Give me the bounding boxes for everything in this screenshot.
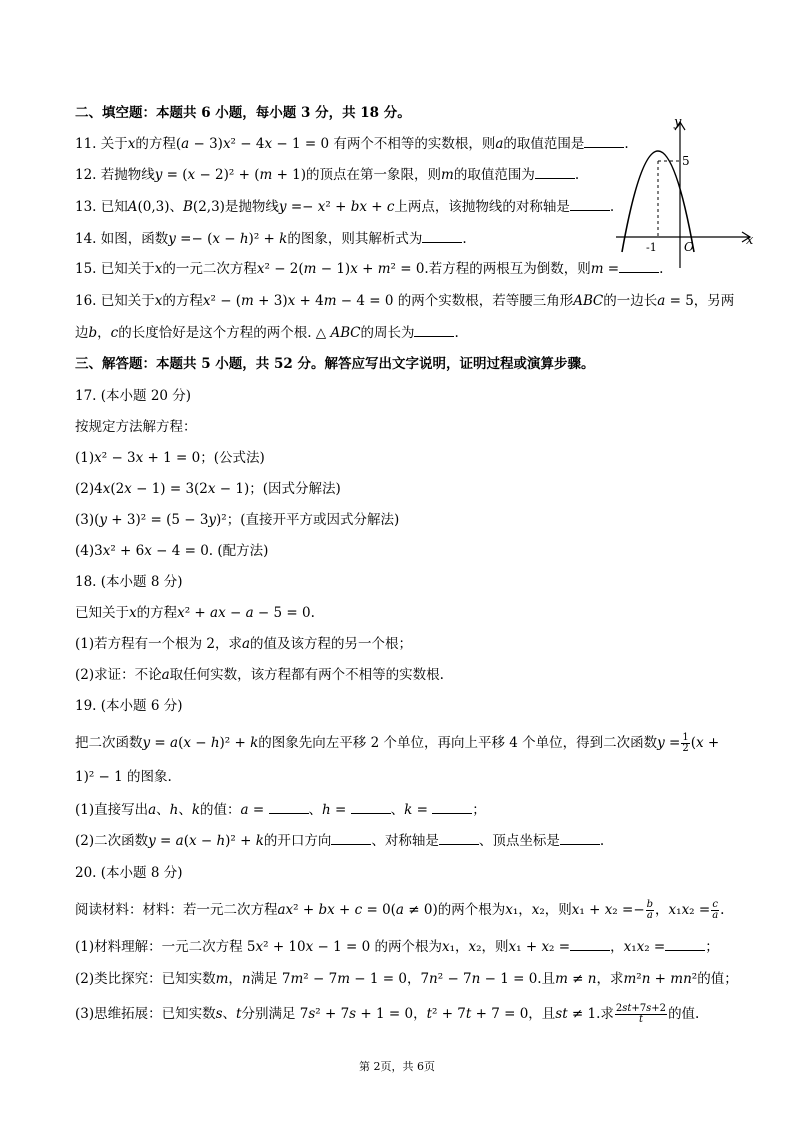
fraction-b-over-a: $\frac{\text{𝑏}}{\text{𝑎}}$ [646,899,654,921]
question-20-intro: 阅读材料：材料：若一元二次方程𝑎𝑥² + 𝑏𝑥 + 𝑐 = 0(𝑎 ≠ 0)的两个根为𝑥₁，𝑥₂，则𝑥₁ + 𝑥₂ =− $\frac{\text{𝑏}}{\text{𝑎}}$ ，𝑥₁𝑥₂ = $\frac{\text{𝑐}}{\text{𝑎}}$ . [75,899,725,921]
answer-blank [665,938,705,951]
question-18-intro: 已知关于𝑥的方程𝑥² + 𝑎𝑥 − 𝑎 − 5 = 0. [75,605,315,621]
section-2-heading: 二、填空题：本题共 6 小题，每小题 3 分，共 18 分。 [75,105,411,121]
page-footer: 第 2页，共 6页 [359,1060,435,1073]
answer-blank [331,832,371,845]
question-19-part-1: (1)直接写出𝑎、ℎ、𝑘的值：𝑎 = 、ℎ = 、𝑘 = ； [75,802,486,818]
fraction-expression-over-t: $\frac{\text{2𝑠𝑡+7𝑠+2}}{\text{𝑡}}$ [615,1003,667,1025]
question-17-heading: 17. (本小题 20 分) [75,388,192,404]
question-18-part-1: (1)若方程有一个根为 2，求𝑎的值及该方程的另一个根； [75,636,413,652]
question-14: 14. 如图，函数𝑦 =− (𝑥 − ℎ)² + 𝑘的图象，则其解析式为 . [75,231,467,247]
question-11: 11. 关于𝑥的方程(𝑎 − 3)𝑥² − 4𝑥 − 1 = 0 有两个不相等的实数根，则𝑎的取值范围是 . [75,136,629,152]
y-axis-label: y [674,115,682,130]
question-15-text: 15. 已知关于𝑥的一元二次方程𝑥² − 2(𝑚 − 1)𝑥 + 𝑚² = 0.若方程的两根互为倒数，则𝑚 = [75,261,620,277]
question-18-heading: 18. (本小题 8 分) [75,574,183,590]
answer-blank [414,324,454,337]
question-19-part-2: (2)二次函数𝑦 = 𝑎(𝑥 − ℎ)² + 𝑘的开口方向 、对称轴是 、顶点坐标是 . [75,833,605,849]
question-11-text: 11. 关于𝑥的方程(𝑎 − 3)𝑥² − 4𝑥 − 1 = 0 有两个不相等的实数根，则𝑎的取值范围是 [75,136,585,152]
question-20-part-3: (3)思维拓展：已知实数𝑠、𝑡分别满足 7𝑠² + 7𝑠 + 1 = 0，𝑡² + 7𝑡 + 7 = 0，且𝑠𝑡 ≠ 1.求 $\frac{\text{2𝑠𝑡+7𝑠+2}}{\text{𝑡}}$ 的值. [75,1003,700,1025]
question-13: 13. 已知𝐴(0,3)、𝐵(2,3)是抛物线𝑦 =− 𝑥² + 𝑏𝑥 + 𝑐上两点，该抛物线的对称轴是 . [75,199,615,215]
question-14-text: 14. 如图，函数𝑦 =− (𝑥 − ℎ)² + 𝑘的图象，则其解析式为 [75,231,423,247]
question-17-part-3: (3)(𝑦 + 3)² = (5 − 3𝑦)²；(直接开平方或因式分解法) [75,512,400,528]
x-tick-label: -1 [646,241,657,254]
answer-blank [422,230,462,243]
section-3-heading: 三、解答题：本题共 5 小题，共 52 分。解答应写出文字说明，证明过程或演算步骤。 [75,356,595,372]
question-17-part-2: (2)4𝑥(2𝑥 − 1) = 3(2𝑥 − 1)；(因式分解法) [75,481,341,497]
fraction-one-half: $\frac{1}{2}$ [682,732,689,754]
question-20-part-2: (2)类比探究：已知实数𝑚，𝑛满足 7𝑚² − 7𝑚 − 1 = 0，7𝑛² − 7𝑛 − 1 = 0.且𝑚 ≠ 𝑛，求𝑚²𝑛 + 𝑚𝑛²的值； [75,971,738,987]
question-12-text: 12. 若抛物线𝑦 = (𝑥 − 2)² + (𝑚 + 1)的顶点在第一象限，则𝑚的取值范围为 [75,167,535,183]
fraction-c-over-a: $\frac{\text{𝑐}}{\text{𝑎}}$ [712,899,719,921]
question-19-line-1: 把二次函数𝑦 = 𝑎(𝑥 − ℎ)² + 𝑘的图象先向左平移 2 个单位，再向上平移 4 个单位，得到二次函数𝑦 = $\frac{1}{2}$ (𝑥 + [75,732,720,754]
question-16-line-2: 边𝑏，𝑐的长度恰好是这个方程的两个根. △ 𝐴𝐵𝐶的周长为 . [75,325,459,341]
question-17-intro: 按规定方法解方程： [75,419,197,435]
question-18-part-2: (2)求证：不论𝑎取任何实数，该方程都有两个不相等的实数根. [75,667,444,683]
question-15: 15. 已知关于𝑥的一元二次方程𝑥² − 2(𝑚 − 1)𝑥 + 𝑚² = 0.若方程的两根互为倒数，则𝑚 = . [75,261,664,277]
question-19-text: 把二次函数𝑦 = 𝑎(𝑥 − ℎ)² + 𝑘的图象先向左平移 2 个单位，再向上平移 4 个单位，得到二次函数𝑦 = [75,735,681,751]
question-17-part-4: (4)3𝑥² + 6𝑥 − 4 = 0. (配方法) [75,543,269,559]
answer-blank [351,801,391,814]
question-16-text: 边𝑏，𝑐的长度恰好是这个方程的两个根. △ 𝐴𝐵𝐶的周长为 [75,325,415,341]
question-20-part-1: (1)材料理解：一元二次方程 5𝑥² + 10𝑥 − 1 = 0 的两个根为𝑥₁，𝑥₂，则𝑥₁ + 𝑥₂ = ，𝑥₁𝑥₂ = ； [75,939,719,955]
question-16-line-1: 16. 已知关于𝑥的方程𝑥² − (𝑚 + 3)𝑥 + 4𝑚 − 4 = 0 的两个实数根，若等腰三角形𝐴𝐵𝐶的一边长𝑎 = 5，另两 [75,293,735,309]
parabola-graph [608,112,758,272]
answer-blank [570,938,610,951]
origin-label: O [684,240,694,254]
question-12: 12. 若抛物线𝑦 = (𝑥 − 2)² + (𝑚 + 1)的顶点在第一象限，则𝑚的取值范围为 . [75,167,580,183]
answer-blank [432,801,472,814]
question-17-part-1: (1)𝑥² − 3𝑥 + 1 = 0；(公式法) [75,450,265,466]
x-axis-label: x [746,233,754,248]
question-19-heading: 19. (本小题 6 分) [75,698,183,714]
answer-blank [570,198,610,211]
answer-blank [535,166,575,179]
y-tick-label: 5 [682,154,690,168]
answer-blank [439,832,479,845]
answer-blank [560,832,600,845]
answer-blank [269,801,309,814]
question-19-line-2: 1)² − 1 的图象. [75,769,172,785]
question-13-text: 13. 已知𝐴(0,3)、𝐵(2,3)是抛物线𝑦 =− 𝑥² + 𝑏𝑥 + 𝑐上两点，该抛物线的对称轴是 [75,199,570,215]
question-20-heading: 20. (本小题 8 分) [75,865,183,881]
